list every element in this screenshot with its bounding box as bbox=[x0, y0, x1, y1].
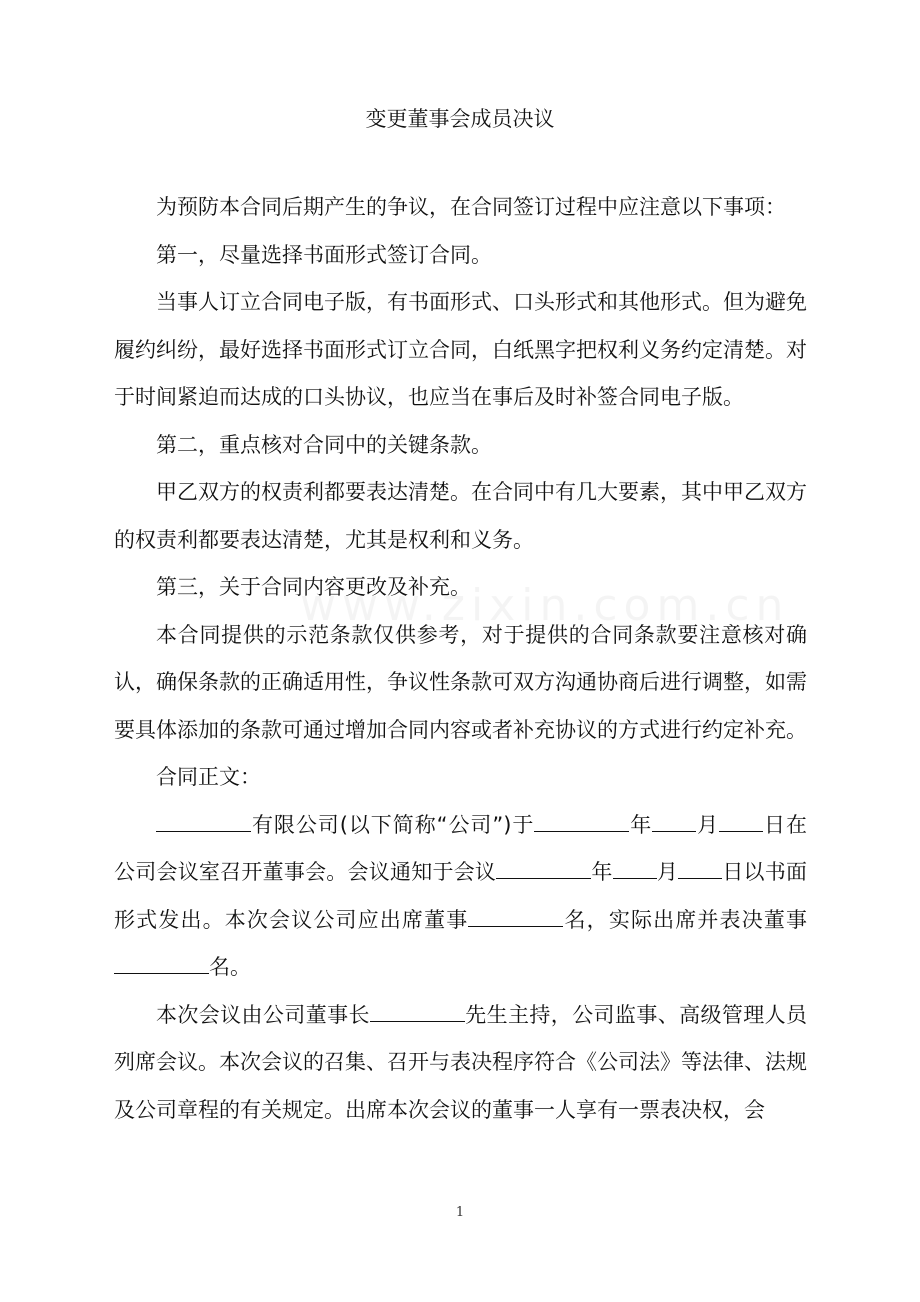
document-title: 变更董事会成员决议 bbox=[365, 107, 555, 131]
paragraph-second-body: 甲乙双方的权责利都要表达清楚。在合同中有几大要素，其中甲乙双方的权责利都要表达清楚，尤其是权利和义务。 bbox=[114, 480, 807, 552]
page-number: 1 bbox=[455, 1205, 465, 1220]
blank-notice-month bbox=[613, 856, 657, 879]
text-segment: 年 bbox=[629, 812, 653, 837]
text-segment: 月 bbox=[696, 812, 720, 837]
blank-chairman-name bbox=[370, 998, 465, 1021]
paragraph-contract-label: 合同正文： bbox=[156, 765, 261, 789]
paragraph-meeting-chair bbox=[114, 992, 807, 1135]
blank-month bbox=[652, 808, 696, 831]
blank-directors-present bbox=[114, 951, 209, 974]
text-segment: 年 bbox=[591, 860, 613, 884]
text-segment: 日以书面形式发出。本次会议公司应出席董事 bbox=[114, 860, 808, 932]
text-segment: 有限公司(以下简称“公司”)于 bbox=[251, 812, 535, 837]
text-segment: 先生主持，公司监事、高级管理人员列席会议。本次会议的召集、召开与表决程序符合《公司法》等法律、法规及公司章程的有关规定。出席本次会议的董事一人享有一票表决权，会 bbox=[114, 1002, 808, 1122]
blank-company-name bbox=[156, 808, 251, 831]
blank-notice-year bbox=[496, 856, 591, 879]
paragraph-third-heading: 第三，关于合同内容更改及补充。 bbox=[156, 575, 471, 599]
blank-year bbox=[534, 808, 629, 831]
document-body bbox=[114, 184, 807, 1134]
paragraph-first-body: 当事人订立合同电子版，有书面形式、口头形式和其他形式。但为避免履约纠纷，最好选择书面形式订立合同，白纸黑字把权利义务约定清楚。对于时间紧迫而达成的口头协议，也应当在事后及时补签合同电子版。 bbox=[114, 290, 807, 409]
blank-notice-day bbox=[678, 856, 722, 879]
text-segment: 月 bbox=[656, 860, 679, 884]
text-segment: 名。 bbox=[209, 955, 251, 979]
paragraph-intro: 为预防本合同后期产生的争议，在合同签订过程中应注意以下事项： bbox=[156, 195, 786, 219]
text-segment: 名，实际出席并表决董事 bbox=[563, 907, 808, 932]
paragraph-first-heading: 第一，尽量选择书面形式签订合同。 bbox=[156, 242, 492, 267]
paragraph-third-body: 本合同提供的示范条款仅供参考，对于提供的合同条款要注意核对确认，确保条款的正确适用性，争议性条款可双方沟通协商后进行调整，如需要具体添加的条款可通过增加合同内容或者补充协议的方式进行约定补充。 bbox=[114, 622, 807, 742]
blank-day bbox=[719, 808, 763, 831]
text-segment: 本次会议由公司董事长 bbox=[156, 1002, 370, 1027]
blank-directors-required bbox=[468, 903, 563, 926]
text-segment: 日在公司会议室召开董事会。会议通知于会议 bbox=[114, 812, 807, 884]
paragraph-meeting-info bbox=[114, 802, 807, 992]
paragraph-second-heading: 第二，重点核对合同中的关键条款。 bbox=[156, 432, 492, 457]
